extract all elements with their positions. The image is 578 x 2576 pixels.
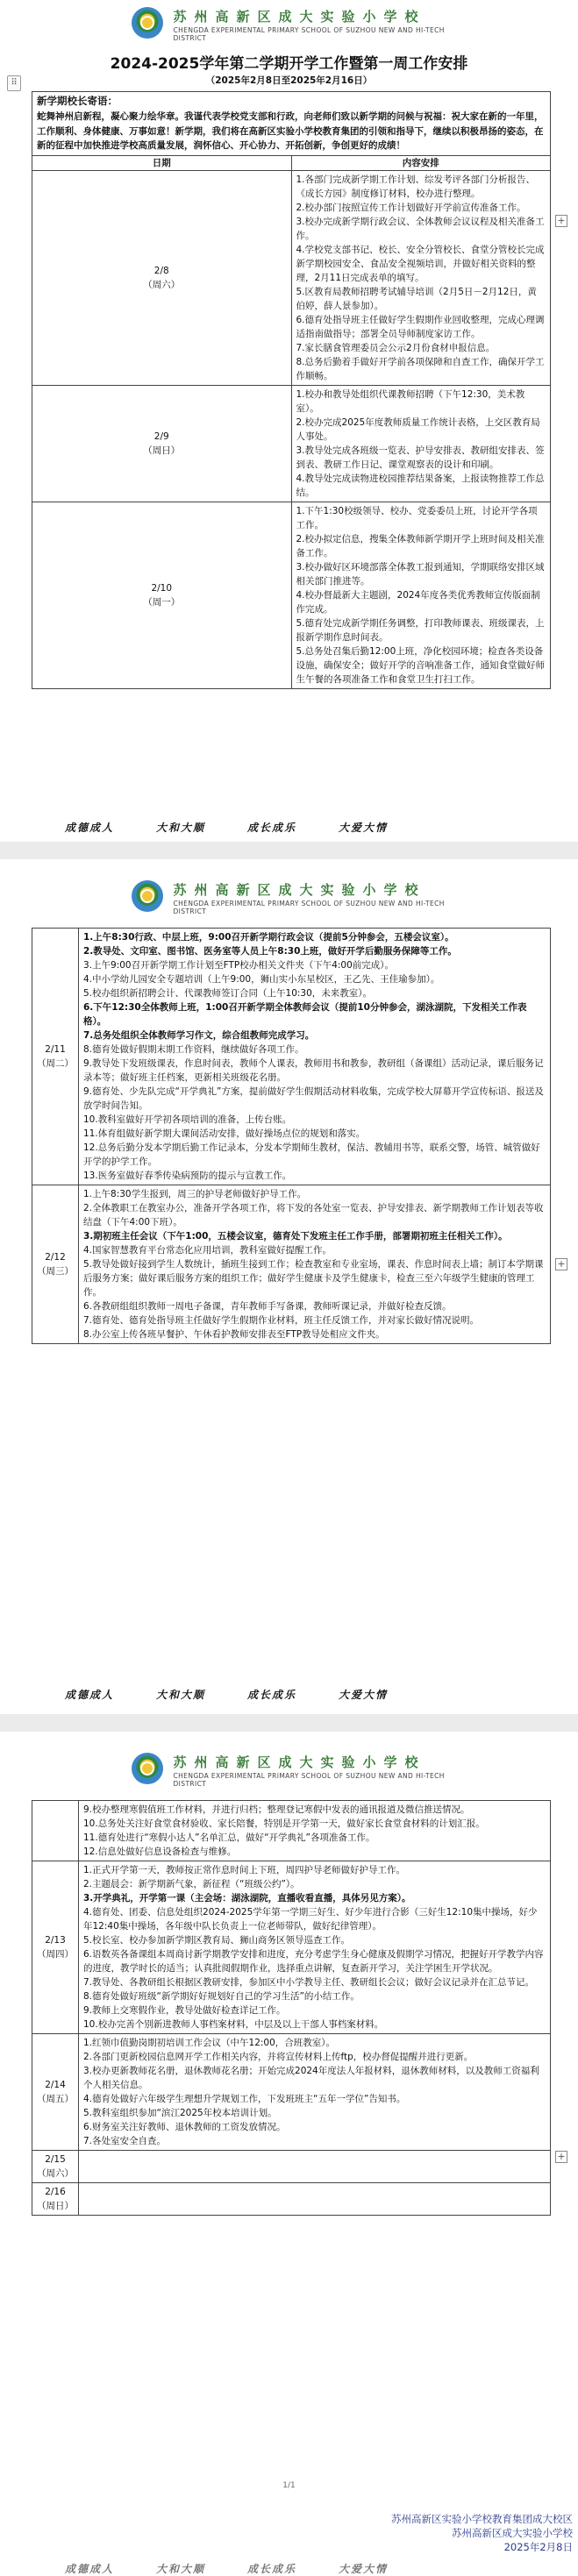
- motto-1: 成德成人: [65, 1689, 115, 1701]
- schedule-content: [291, 385, 551, 502]
- school-name-cn: 苏州高新区成大实验小学校: [173, 882, 426, 898]
- schedule-row: [32, 502, 551, 688]
- header-content: 内容安排: [291, 155, 551, 170]
- schedule-item: 4.学校党支部书记、校长、安全分管校长、食堂分管校长完成新学期校园安全、食品安全视频培训，并做好相关资料的整理，2月11日完成表单的填写。: [296, 244, 545, 283]
- schedule-item: 1.正式开学第一天，教师按正常作息时间上下班，周四护导老师做好护导工作。: [83, 1865, 406, 1875]
- motto-3: 成长成乐: [247, 1689, 297, 1701]
- schedule-date: 2/12 （周三）: [32, 1185, 79, 1344]
- schedule-item: 8.总务后勤着手做好开学前各项保障和自查工作，确保开学工作顺畅。: [296, 356, 545, 381]
- schedule-item: 10.总务处关注好食堂食材验收、家长陪餐，特别是开学第一天，做好家长食堂食材料的计划汇报。: [83, 1818, 485, 1829]
- schedule-table: [32, 1800, 551, 2216]
- school-name-cn: 苏州高新区成大实验小学校: [173, 1754, 426, 1770]
- schedule-item: 6.德育处指导班主任做好学生假期作业回收整理，完成心理调适指南做指导；部署全员导师制度家访工作。: [296, 314, 545, 339]
- schedule-item: 7.各处室安全自查。: [83, 2136, 167, 2146]
- page-3: [0, 1732, 578, 2576]
- motto-3: 成长成乐: [247, 2563, 297, 2575]
- schedule-date: 2/14 （周五）: [32, 2034, 79, 2151]
- schedule-date: 2/9 （周日）: [32, 385, 292, 502]
- schedule-item: [83, 2153, 546, 2165]
- date-range: （2025年2月8日至2025年2月16日）: [205, 75, 373, 86]
- schedule-item: 6.各教研组组织教师一周电子备课，青年教师手写备课，教师听课记录，并做好检查反馈。: [83, 1301, 452, 1312]
- schedule-item: 12.信息处做好信息设备检查与维修。: [83, 1847, 237, 1857]
- schedule-row: [32, 385, 551, 502]
- schedule-row: [32, 929, 551, 1185]
- schedule-item: 4.中小学幼儿园安全专题培训（上午9:00，狮山实小东星校区，王乙先、王佳瑜参加）。: [83, 974, 440, 985]
- school-motto: [65, 2561, 430, 2576]
- schedule-row: [32, 170, 551, 385]
- page-title: 2024-2025学年第二学期开学工作暨第一周工作安排: [110, 55, 468, 73]
- schedule-content: [291, 502, 551, 688]
- schedule-item: 2.教导处、文印室、图书馆、医务室等人员上午8:30上班，做好开学后勤服务保障等工作。: [83, 946, 457, 957]
- schedule-item: 9.教导处下发班级课表，作息时间表，教师个人课表，教师用书和教参，教研组（备课组）活动记录，课后服务记录本等；做好班主任档案，更新相关班级花名册。: [83, 1058, 544, 1083]
- signature-block: [391, 2512, 573, 2554]
- schedule-item: 3.上午9:00召开新学期工作计划至FTP校办相关文件夹（下午4:00前完成）。: [83, 960, 395, 971]
- schedule-row: [32, 2151, 551, 2183]
- motto-2: 大和大顺: [156, 1689, 206, 1701]
- school-seal-icon: [132, 880, 163, 912]
- school-logo: [132, 879, 447, 917]
- schedule-table: [32, 928, 551, 1344]
- schedule-content: [79, 2183, 551, 2216]
- schedule-item: 5.教科室组织参加“滨江2025年校本培训计划。: [83, 2108, 277, 2118]
- school-name-en: CHENGDA EXPERIMENTAL PRIMARY SCHOOL OF SUZHOU NEW AND HI-TECH DISTRICT: [173, 26, 445, 42]
- schedule-item: 4.教导处完成读物进校园推荐结果备案，上报读物推荐工作总结。: [296, 473, 545, 498]
- schedule-item: 4.校办督最新大主题剧，2024年度各类优秀教师宣传版面制作完成。: [296, 589, 540, 615]
- schedule-item: 3.校办完成新学期行政会议、全体教师会议议程及相关准备工作。: [296, 216, 545, 241]
- schedule-item: 10.校办完善个别新进教师人事档案材料，中层及以上干部人事档案材料。: [83, 2019, 384, 2030]
- schedule-item: 2.各部门更新校园信息网开学工作相关内容，并将宣传材料上传ftp，校办督促提醒并进行更新。: [83, 2052, 474, 2062]
- schedule-item: 11.体育组做好新学期大课间活动安排，做好操场点位的规划和落实。: [83, 1128, 366, 1139]
- signature-line-2: 苏州高新区成大实验小学校: [452, 2527, 573, 2539]
- schedule-date: 2/15 （周六）: [32, 2151, 79, 2183]
- schedule-item: 4.德育处做好六年级学生理想升学规划工作，下发班班主“五年一学位”告知书。: [83, 2094, 406, 2104]
- schedule-item: 12.总务后勤分发本学期后勤工作记录本，分发本学期师生教材，保洁、教辅用书等，联系交警，场管、城管做好开学的护学工作。: [83, 1142, 540, 1167]
- schedule-item: 8.德育处做好假期末期工作资料，继续做好各项工作。: [83, 1044, 304, 1055]
- signature-date: 2025年2月8日: [503, 2541, 573, 2553]
- message-title: 新学期校长寄语：: [37, 95, 118, 107]
- motto-2: 大和大顺: [156, 822, 206, 834]
- motto-2: 大和大顺: [156, 2563, 206, 2575]
- motto-4: 大爱大情: [339, 2563, 389, 2575]
- schedule-item: 3.校办更新教师花名册，退休教师花名册；开始完成2024年度法人年报材料，退休教师材料，以及教师工资福利个人相关信息。: [83, 2066, 539, 2090]
- schedule-content: [79, 2034, 551, 2151]
- schedule-item: 9.校办整理寒假值班工作材料，并进行归档；整理登记寒假中发表的通讯报道及微信推送情况。: [83, 1804, 470, 1815]
- schedule-item: 2.全体教职工在教室办公，准备开学各项工作，将下发的各处室一览表、护导安排表、新学期教师工作计划表等收结盘（下午4:00下班）。: [83, 1203, 544, 1228]
- schedule-item: 8.办公室上传各班早餐护、午休看护教师安排表至FTP教导处相应文件夹。: [83, 1329, 385, 1340]
- schedule-item: 10.教科室做好开学初各项培训的准备，上传台账。: [83, 1114, 292, 1125]
- message-body: 蛇舞神州启新程，凝心聚力绘华章。我谨代表学校党支部和行政，向老师们致以新学期的问候与祝福：祝大家在新的一年里，工作顺利、身体健康、万事如意！新学期，我们将在高新区实验小学校教育集团的引领和指导下，继续以积极昂扬的姿态，在新的征程中加快推进学校高质量发展，润怀信心、开心协力、开拓创新，争创更好的成绩！: [37, 111, 544, 151]
- motto-3: 成长成乐: [247, 822, 297, 834]
- schedule-row: [32, 1185, 551, 1344]
- schedule-item: [83, 2185, 546, 2197]
- schedule-item: 5.校长室、校办参加新学期区教育局、狮山商务区领导巡查工作。: [83, 1935, 351, 1946]
- schedule-item: 4.国家智慧教育平台常态化应用培训，教科室做好提醒工作。: [83, 1245, 332, 1256]
- schedule-item: 3.教导处完成各班级一览表、护导安排表、教研组安排表、签到表、教研工作日记、课堂观察表的设计和印刷。: [296, 445, 545, 470]
- schedule-item: 4.德育处、团委、信息处组织2024-2025学年第一学期三好生、好少年进行合影（三好生12:10集中操场，好少年12:40集中操场，各年级中队长负责上一位老师带队，做好纪律管理）。: [83, 1907, 538, 1932]
- add-row-button[interactable]: +: [555, 215, 567, 227]
- principal-message: [32, 92, 551, 156]
- schedule-item: 5.区教育局教师招聘考试辅导培训（2月5日－2月12日，黄伯婷，薛人景参加）。: [296, 286, 537, 311]
- header-date: 日期: [32, 155, 292, 170]
- signature-line-1: 苏州高新区实验小学校教育集团成大校区: [391, 2513, 573, 2525]
- schedule-content: [79, 1861, 551, 2034]
- schedule-date: [32, 1801, 79, 1861]
- schedule-item: 9.教师上交寒假作业，教导处做好检查详记工作。: [83, 2005, 286, 2016]
- schedule-row: [32, 1801, 551, 1861]
- add-row-button[interactable]: +: [555, 1258, 567, 1270]
- school-name-cn: 苏州高新区成大实验小学校: [173, 9, 426, 25]
- schedule-item: 5.总务处召集后勤12:00上班，净化校园环境；检查各类设备设施，确保安全；做好开学的音响准备工作，通知食堂做好师生午餐的各项准备工作和食堂卫生打扫工作。: [296, 645, 545, 685]
- schedule-item: 5.德育处完成新学期任务调整，打印教师课表、班级课表，上报新学期作息时间表。: [296, 617, 545, 643]
- schedule-item: 3.期初班主任会议（下午1:00，五楼会议室，德育处下发班主任工作手册，部署期初班主任相关工作）。: [83, 1231, 508, 1242]
- schedule-item: 1.红领巾值勤岗期初培训工作会议（中午12:00，合班教室）。: [83, 2038, 336, 2048]
- school-name-en: CHENGDA EXPERIMENTAL PRIMARY SCHOOL OF SUZHOU NEW AND HI-TECH DISTRICT: [173, 1772, 445, 1788]
- schedule-item: 6.财务室关注好教师、退休教师的工资发放情况。: [83, 2122, 286, 2132]
- schedule-item: 5.教导处做好接到学生人数统计，插班生接到工作；检查教室和专业室场，课表、作息时间表上墙；制订本学期课后服务方案；做好课后服务方案的组织工作；做好学生健康卡及学生健康卡，检查三至六年级学生健康的管理工作。: [83, 1259, 544, 1298]
- motto-1: 成德成人: [65, 822, 115, 834]
- schedule-content: [79, 929, 551, 1185]
- schedule-item: 7.教导处、各教研组长根据区教研安排，参加区中小学教导主任、教研组长会议；做好会议记录并在汇总节记。: [83, 1977, 535, 1988]
- motto-1: 成德成人: [65, 2563, 115, 2575]
- school-logo: [132, 5, 447, 44]
- add-row-button[interactable]: +: [555, 2151, 567, 2163]
- schedule-item: 2.校办部门按照宣传工作计划做好开学前宣传准备工作。: [296, 202, 526, 213]
- schedule-date: 2/13 （周四）: [32, 1861, 79, 2034]
- schedule-item: 1.校办和教导处组织代课教师招聘（下午12:30，美术教室）。: [296, 388, 525, 414]
- schedule-item: 11.德育处进行“寒假小达人”名单汇总，做好“开学典礼”各项准备工作。: [83, 1832, 375, 1843]
- school-motto: [65, 1687, 430, 1702]
- school-seal-icon: [132, 1753, 163, 1784]
- schedule-date: 2/11 （周二）: [32, 929, 79, 1185]
- school-seal-icon: [132, 7, 163, 39]
- page-marker: 1/1: [282, 2481, 296, 2490]
- schedule-row: [32, 2034, 551, 2151]
- schedule-item: 2.校办完成2025年度教师质量工作统计表格，上交区教育局人事处。: [296, 416, 540, 442]
- schedule-content: [79, 1185, 551, 1344]
- schedule-item: 3.开学典礼，开学第一课（主会场：湖泳湖院，直播收看直播，具体另见方案）。: [83, 1893, 411, 1904]
- schedule-item: 1.上午8:30行政、中层上班，9:00召开新学期行政会议（提前5分钟参会，五楼会议室）。: [83, 932, 454, 943]
- schedule-item: 9.德育处、少先队完成“开学典礼”方案，提前做好学生假期活动材料收集，完成学校大屏幕开学宣传标语、报送及放学时间告知。: [83, 1086, 544, 1111]
- schedule-item: 1.下午1:30校级领导、校办、党委委员上班，讨论开学各项工作。: [296, 505, 538, 530]
- schedule-content: [291, 170, 551, 385]
- schedule-item: 1.各部门完成新学期工作计划、综发考评各部门分析报告、《成长方园》制度修订材料，校办进行整理。: [296, 174, 536, 199]
- schedule-item: 7.德育处、德育处指导班主任做好学生假期作业材料，班主任反馈工作，并对家长做好情况说明。: [83, 1315, 480, 1326]
- schedule-content: [79, 2151, 551, 2183]
- schedule-item: 6.下午12:30全体教师上班，1:00召开新学期全体教师会议（提前10分钟参会，湖泳湖院，下发相关工作表格）。: [83, 1002, 527, 1027]
- schedule-item: 8.德育处做好班级“新学期好好规划好自己的学习生活”的小结工作。: [83, 1991, 360, 2002]
- schedule-table: [32, 91, 551, 689]
- schedule-date: 2/10 （周一）: [32, 502, 292, 688]
- schedule-item: 6.语数英各备课组本周商讨新学期教学安排和进度，充分考虑学生身心健康及假期学习情况，把握好开学教学内容的进度，教学时长的适当；认真批阅假期作业，选择重点讲解，复查新开学习，关注学困生开学状况。: [83, 1949, 544, 1974]
- page-2: [0, 859, 578, 1714]
- schedule-row: [32, 1861, 551, 2034]
- motto-4: 大爱大情: [339, 822, 389, 834]
- schedule-item: 5.校办组织新招聘会计、代课教师签订合同（上午10:30，未来教室）。: [83, 988, 373, 999]
- schedule-item: 7.家长膳食管理委员会公示2月份食材申报信息。: [296, 342, 496, 353]
- drag-handle-icon[interactable]: ⠿: [7, 75, 21, 91]
- schedule-item: 7.总务处组织全体教师学习作文，综合组教师完成学习。: [83, 1030, 315, 1041]
- schedule-item: 2.主题晨会：新学期新气象，新征程（“班级公约”）。: [83, 1879, 300, 1889]
- schedule-item: 2.校办拟定信息，搜集全体教师新学期开学上班时间及相关准备工作。: [296, 533, 545, 559]
- schedule-date: 2/8 （周六）: [32, 170, 292, 385]
- schedule-item: 3.校办做好区环境部落全体教工报到通知，学期联络安排区域相关部门推进等。: [296, 561, 545, 587]
- schedule-item: 1.上午8:30学生报到，周三的护导老师做好护导工作。: [83, 1189, 307, 1199]
- school-logo: [132, 1751, 447, 1790]
- schedule-row: [32, 2183, 551, 2216]
- page-1: [0, 0, 578, 842]
- schedule-date: 2/16 （周日）: [32, 2183, 79, 2216]
- motto-4: 大爱大情: [339, 1689, 389, 1701]
- schedule-item: 13.医务室做好春季传染病预防的提示与宣教工作。: [83, 1171, 292, 1181]
- schedule-content: [79, 1801, 551, 1861]
- school-motto: [65, 820, 430, 835]
- school-name-en: CHENGDA EXPERIMENTAL PRIMARY SCHOOL OF SUZHOU NEW AND HI-TECH DISTRICT: [173, 900, 445, 915]
